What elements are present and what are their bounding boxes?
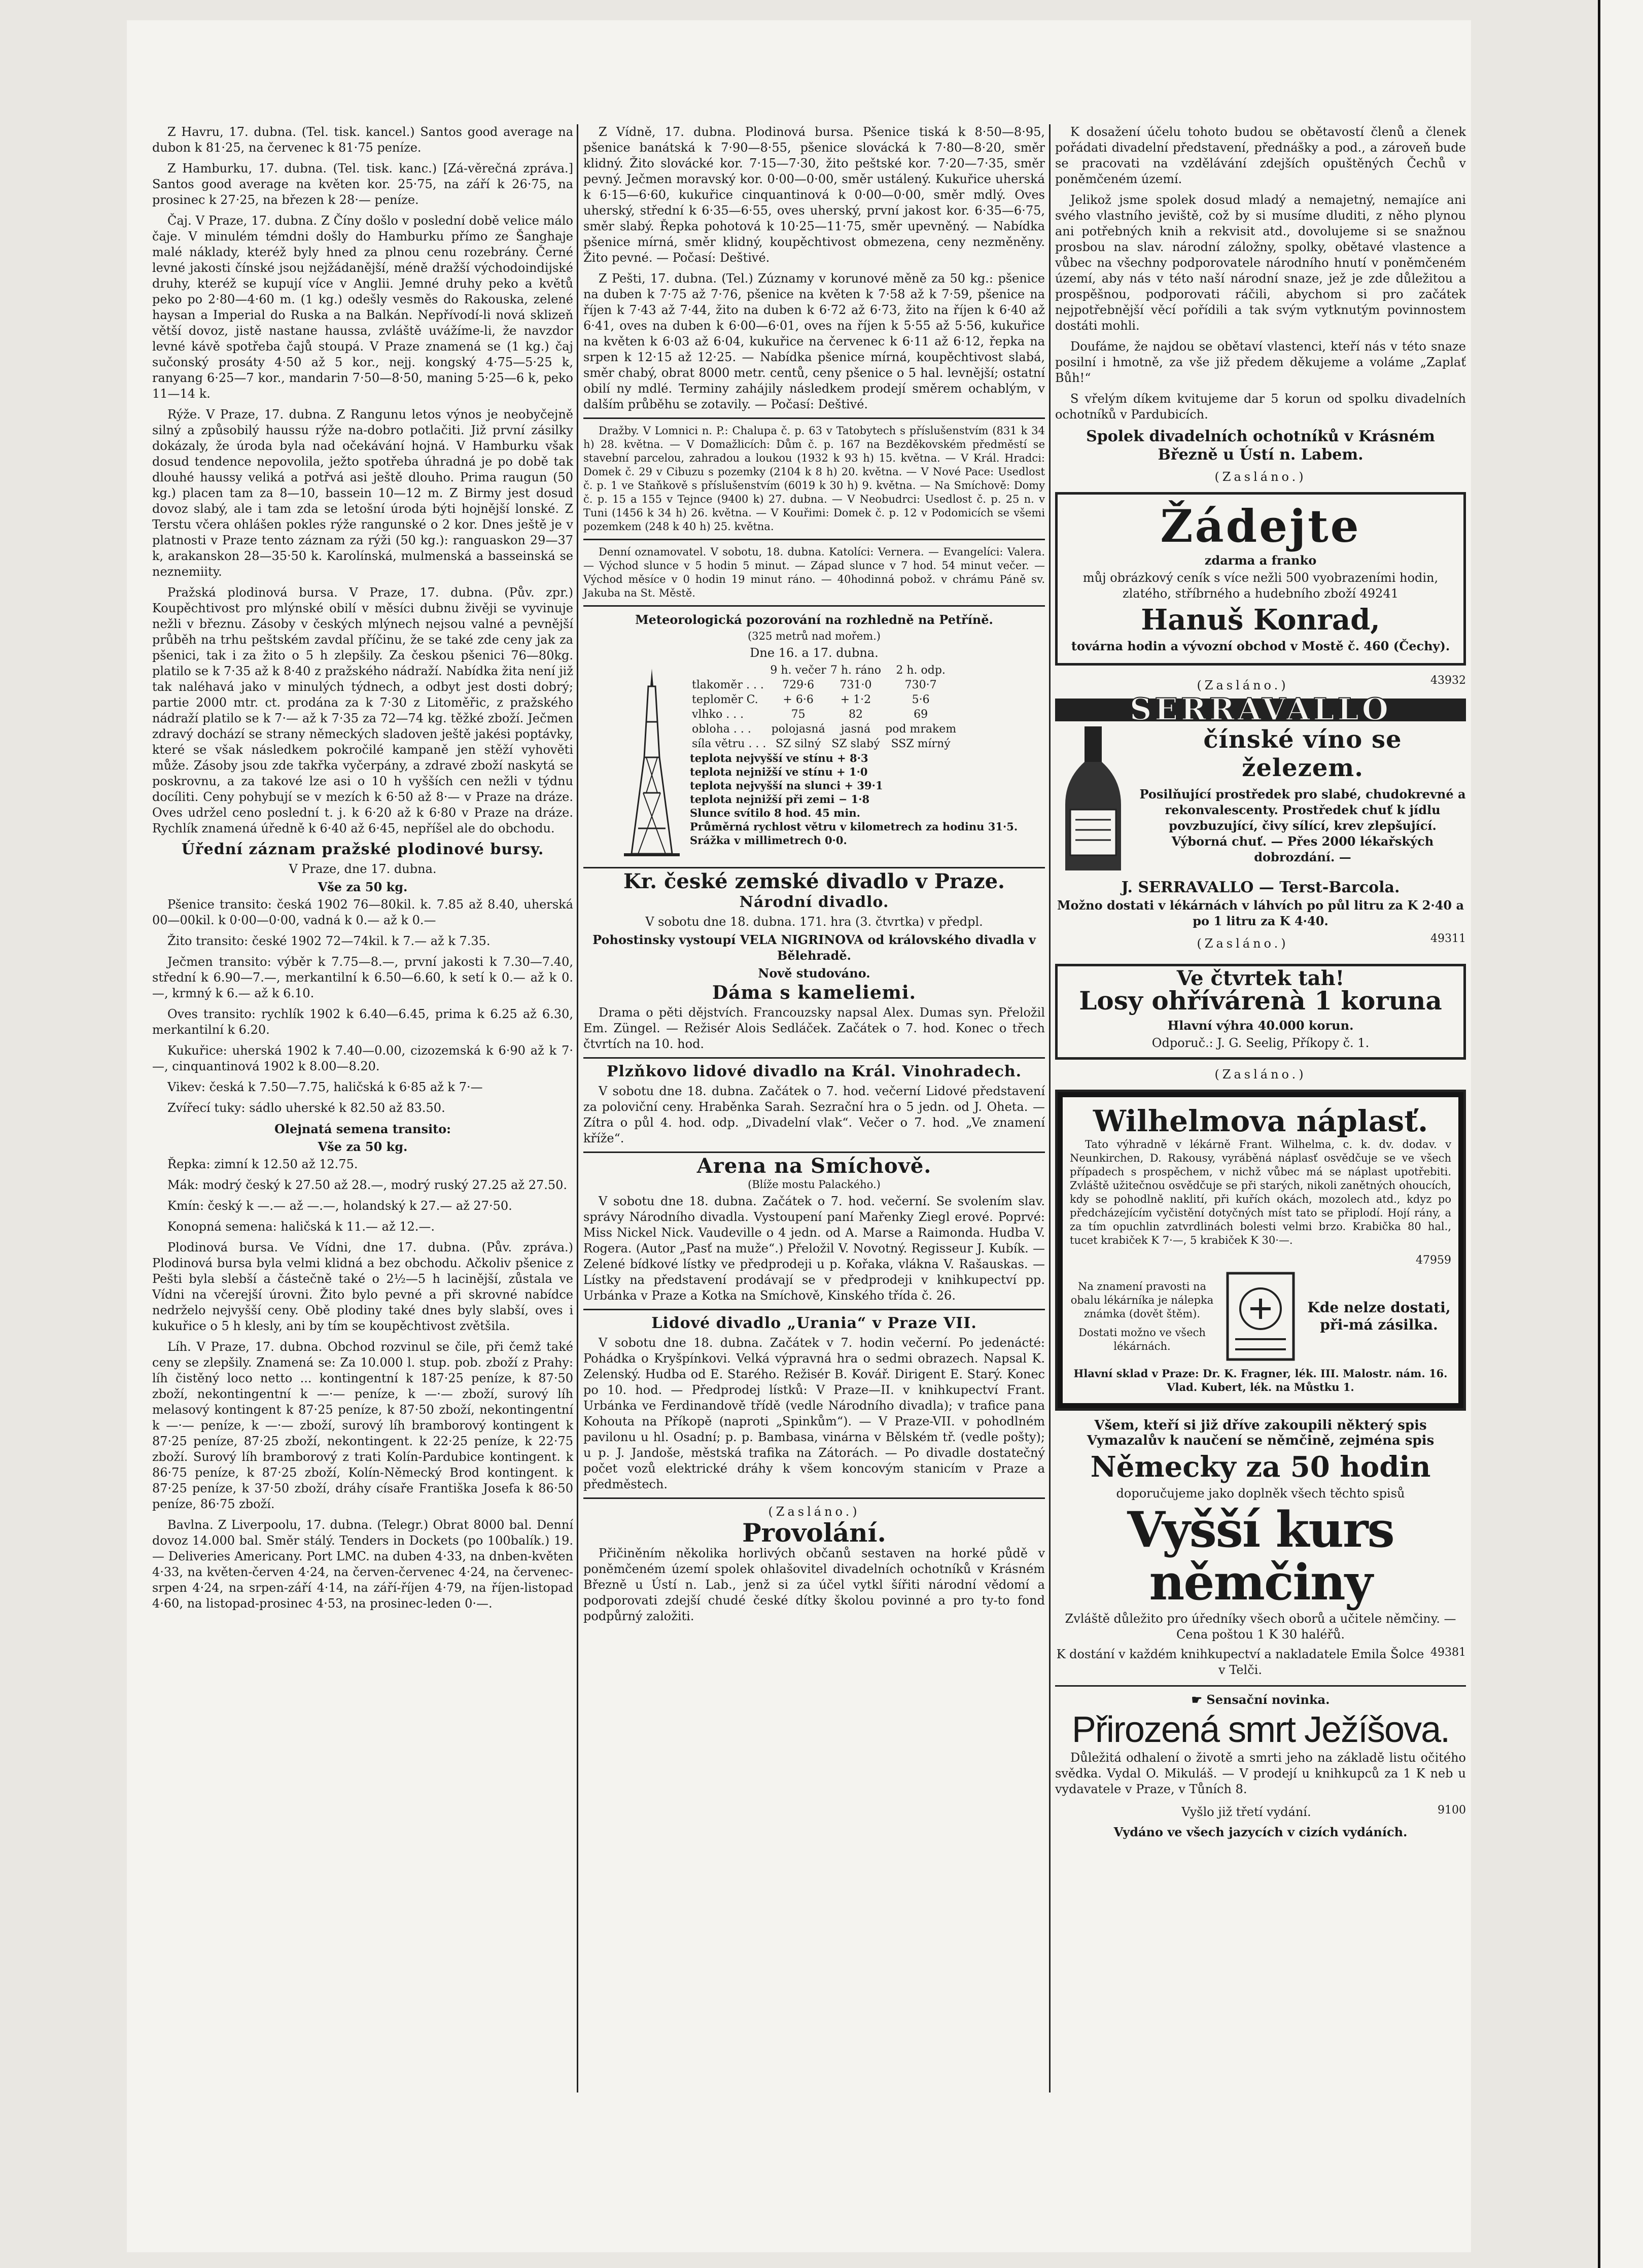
proclamation-cont-3: Doufáme, že najdou se obětaví vlastenci, kteří nás v této snaze posilní i hmotně, za vše již předem děkujeme a voláme „Zaplať Bůh!“ [1055, 339, 1466, 385]
listing-fats: Zvířecí tuky: sádlo uherské k 82.50 až 83.50. [167, 1101, 445, 1115]
meteo-value: 82 [848, 708, 863, 721]
meteo-value: SSZ mírný [891, 738, 951, 750]
wine-bottle-icon [1055, 723, 1131, 876]
divider [583, 605, 1045, 607]
meteo-col-afternoon: 2 h. odp. [896, 664, 946, 677]
wilhelm-depot: Hlavní sklad v Praze: Dr. K. Fragner, lék. III. Malostr. nám. 16. Vlad. Kubert, lék. na Můstku 1. [1073, 1367, 1448, 1393]
natural-death-edition: Vyšlo již třetí vydání. [1181, 1805, 1311, 1819]
zaslano-label: (Zasláno.) [768, 1505, 860, 1519]
meteo-value: 729·6 [782, 679, 815, 691]
column-ads [1055, 124, 1466, 1842]
meteo-value: 731·0 [840, 679, 872, 691]
urania-details: V sobotu dne 18. dubna. Začátek v 7. hodin večerní. Po jedenácté: Pohádka o Kryšpínkovi. Velká výpravná hra o sedmi obrazech. Napsal K. Zelenský. Hudba od E. Starého. Režisér B. Kovář. Dirigent E. Starý. Konec po 10. hod. — Předprodej lístků: V Praze—II. v knihkupectví Frant. Urbánka ve Ferdinandově třídě (vedle Národního divadla); v trafice pana Kohouta na Příkopě (naproti „Spinkům“). — V Praze-VII. v pohodlném pavilonu u hl. Osadní; p. p. Bambasa, vinárna v Bělském tř. (vedle pošty); u p. J. Jandoše, městská trafika na Zátorách. — Po divadle dostatečný počet vozů elektrické dráhy k všem koncovým stanicím v Praze a předměstech. [583, 1336, 1045, 1491]
listing-vetch: Vikev: česká k 7.50—7.75, haličská k 6·85 až k 7·— [167, 1080, 483, 1094]
arena-location: (Blíže mostu Palackého.) [748, 1178, 881, 1191]
proclamation-text: Přičiněním několika horlivých občanů sestaven na horké půdě v poněmčeném území spolek ohlašovitel divadelních ochotníků v Krásném Březně u Ústí n. Lab., jenž si za účel vytkl šířiti národní vědomí a podporovati zdejší chudé české dítky školou povinné a pro ty-to fond podpůrný založiti. [583, 1546, 1045, 1623]
zaslano-label: (Zasláno.) [1197, 678, 1289, 692]
meteo-value: 69 [914, 708, 928, 721]
ad-number: 49311 [1430, 932, 1466, 945]
meteo-max-sun: teplota nejvyšší na slunci + 39·1 [690, 779, 883, 792]
next-page-edge [1598, 0, 1643, 2268]
listing-unit: Vše za 50 kg. [318, 880, 408, 894]
meteo-row [690, 707, 958, 722]
zaslano-row [1055, 931, 1466, 957]
german-books-intro: Všem, kteří si již dříve zakoupili některý spis Vymazalův k naučení se němčině, zejména spis [1087, 1418, 1435, 1448]
wilhelm-availability: Dostati možno ve všech lékárnách. [1078, 1326, 1206, 1352]
serravallo-buy: Možno dostati v lékárnách v láhvích po půl litru za K 2·40 a po 1 litru za K 4·40. [1057, 898, 1464, 928]
ad-serravallo [1055, 692, 1466, 929]
column-rule-2 [1049, 124, 1051, 2092]
listing-rye: Žito transito: české 1902 72—74kil. k 7.— až k 7.35. [167, 934, 491, 948]
plzenek-details: V sobotu dne 18. dubna. Začátek o 7. hod. večerní Lidové představení za poloviční ceny. Hraběnka Sarah. Sezrační hra o 5 jedn. od J. Oheta. — Zítra o půl 4. hod. odp. „Divadelní vlak“. Večer o 7. hod. „Ve znamení kříže“. [583, 1084, 1045, 1145]
nt-new: Nově studováno. [758, 966, 870, 981]
german-course-row [1055, 1645, 1466, 1680]
serravallo-title: SERRAVALLO [1055, 699, 1466, 721]
havre-report: Z Havru, 17. dubna. (Tel. tisk. kancel.) Santos good average na dubon k 81·25, na červenec k 81·75 peníze. [152, 125, 573, 155]
zaslano-label: (Zasláno.) [1214, 1067, 1307, 1081]
meteo-row [690, 678, 958, 692]
listing-caraway: Kmín: český k —.— až —.—, holandský k 27.— až 27·50. [167, 1199, 512, 1213]
lottery-tickets: Losy ohřívárenà 1 koruna [1079, 986, 1442, 1016]
ad-konrad-headline: Žádejte [1160, 500, 1361, 552]
meteo-label: tlakoměr . . . [692, 679, 764, 691]
lottery-draw: Ve čtvrtek tah! [1176, 966, 1345, 990]
meteo-sunshine: Slunce svítilo 8 hod. 45 min. [690, 807, 860, 819]
ad-number: 9100 [1438, 1804, 1466, 1817]
german-50-hours: Německy za 50 hodin [1090, 1450, 1431, 1484]
listing-wheat: Pšenice transito: česká 1902 76—80kil. k. 7.85 až 8.40, uherská 00—00kil. k 0·00—0·00, vadná k 0.— až k 0.— [152, 897, 573, 927]
spirits-report: Líh. V Praze, 17. dubna. Obchod rozvinul se čile, při čemž také ceny se zlepšily. Znamená se: Za 10.000 l. stup. pob. zboží z Prahy: líh čistěný loco netto ... kontingentní k 187·25 peníze, k 87·50 zboží, nekontingentní k —·— peníze, k —·— zboží, surový líh melasový kontingent k 87·25 peníze, k 87·50 zboží, nekontingentní k —·— peníze, k —·— zboží, surový líh bramborový kontingent k 87·25 peníze, 87·25 zboží, nekontingent. k 22·25 peníze, k 22·75 zboží. Surový líh bramborový z trati Kolín-Pardubice kontingent. k 86·75 peníze, k 87·25 zboží, Kolín-Německý Brod kontingent. k 87·25 peníze, k 37·50 zboží, dráhy císaře Františka Josefa k 86·50 peníze, 86·75 zboží. [152, 1340, 573, 1511]
natural-death-text: Důležitá odhalení o životě a smrti jeho na základě listu očitého svědka. Vydal O. Mikuláš. — V prodejí u knihkupců za 1 K neb u vydavatele v Praze, v Tůních 8. [1055, 1751, 1466, 1796]
ad-konrad-sub: zdarma a franko [1204, 553, 1317, 568]
meteo-precipitation: Srážka v millimetrech 0·0. [690, 834, 847, 847]
meteo-min-ground: teplota nejnižší při zemi − 1·8 [690, 793, 870, 806]
ad-number: 43932 [1430, 674, 1466, 687]
nt-play-details: Drama o pěti dějstvích. Francouzsky napsal Alex. Dumas syn. Přeložil Em. Züngel. — Režisér Alois Sedláček. Začátek o 7. hod. Konec o třech čtvrtích na 10. hod. [583, 1005, 1045, 1051]
arena-details: V sobotu dne 18. dubna. Začátek o 7. hod. večerní. Se svolením slav. správy Národního divadla. Vystoupení paní Mařenky Ziegl erové. Poprvé: Miss Nickel Nick. Vaudeville o 4 jedn. od A. Marse a Raimonda. Hudba V. Rogera. (Autor „Pasť na muže“.) Přeložil V. Novotný. Regisseur J. Kubík. — Zelené bídkové lístky ve předprodeji u p. Kořaka, vlákna V. Rašauskas. — Lístky na představení prodávají se v předprodeji v knihkupectví pp. Urbánka v Praze a Kotka na Smíchově, Kinského třída č. 26. [583, 1194, 1045, 1303]
proclamation-cont-4: S vřelým díkem kvitujeme dar 5 korun od spolku divadelních ochotníků v Pardubicích. [1055, 392, 1466, 422]
divider [583, 1497, 1045, 1499]
proclamation-cont-2: Jelikož jsme spolek dosud mladý a nemajetný, nemajíce ani svého vlastního jeviště, což by si musíme dluditi, z něho plynou ani potřebných knih a rekvisit atd., dovolujeme si se snažnou prosbou na slav. národní záložny, spolky, obětavé vlastence a vůbec na všechny podporovatele národního hnutí v poněmčeném území, aby nás v této naší národní snaze, jež je zde důležitou a prospěšnou, podporovati ráčili, abychom si pro začátek nejpotřebnější věcí pořídili a tak svým vytknutým povinnostem dostáti mohli. [1055, 193, 1466, 333]
divider [583, 539, 1045, 540]
tea-report: Čaj. V Praze, 17. dubna. Z Číny došlo v poslední době velice málo čaje. V minulém témdni došly do Hamburku přímo ze Šanghaje malé náklady, kteréž byly hned za plnou cenu rozebrány. Černé levné jakosti čínské jsou nejžádanější, méně dražší východoindijské druhy, kteréž se kupují více v Anglii. Jemné druhy peko a květů peko po 2·80—4·60 m. (1 kg.) odešly vesměs do Rakouska, zelené haysan a Imperial do Ruska a na Balkán. Nepřívodí-li nová sklizeň větší dovoz, jistě nastane haussa, zvláště uvážíme-li, že navzdor levné kávě spotřeba čajů stoupá. V Praze znamená se (1 kg.) čaj sučonský prosáty 4·50 až 5 kor., nejj. kongský 4·75—5·25 k, ranyang 6·25—7 kor., mandarin 7·50—8·50, maning 5·25—6 k, peko 11—14 k. [152, 214, 573, 401]
meteo-table [690, 663, 958, 751]
meteo-value: 5·6 [912, 693, 930, 706]
divider [583, 1152, 1045, 1153]
ad-konrad-text: můj obrázkový ceník s více nežli 500 vyobrazeními hodin, zlatého, stříbrného a hudebního zboží 49241 [1082, 571, 1439, 601]
lottery-vendor: Odporuč.: J. G. Seelig, Příkopy č. 1. [1151, 1036, 1370, 1050]
wilhelm-info-left [1070, 1280, 1214, 1353]
zaslano-label: (Zasláno.) [1197, 936, 1289, 951]
meteo-row [690, 737, 958, 751]
wilhelm-mark-note: Na znamení pravosti na obalu lékárníka je nálepka známka (dovět štěm). [1070, 1280, 1214, 1320]
natural-death-title: Přirozená smrt Ježíšova. [1071, 1709, 1450, 1750]
zaslano-label: (Zasláno.) [1214, 470, 1307, 484]
wilhelm-title: Wilhelmova náplasť. [1093, 1104, 1428, 1138]
listing-poppy: Mák: modrý český k 27.50 až 28.—, modrý ruský 27.25 až 27.50. [167, 1178, 568, 1192]
listing-barley: Ječmen transito: výběr k 7.75—8.—, první jakosti k 7.30—7.40, střední k 6.90—7.—, merkantilní k 6.50—6.60, k setí k 0.— až k 0.—, krmný k 6.— až k 6.10. [152, 955, 573, 1000]
divider [583, 417, 1045, 419]
ad-wilhelm-plaster [1055, 1090, 1466, 1411]
hamburg-report: Z Hamburku, 17. dubna. (Tel. tisk. kanc.) [Zá-věrečná zpráva.] Santos good average na květen kor. 25·75, na září k 26·75, na prosinec k 27·25, na březen k 28·— peníze. [152, 161, 573, 207]
german-course-note: Zvláště důležito pro úředníky všech oborů a učitele němčiny. — Cena poštou 1 K 30 haléřů. [1065, 1612, 1456, 1642]
national-theatre: Národní divadlo. [739, 893, 889, 911]
wilhelm-text: Tato výhradně v lékárně Frant. Wilhelma, c. k. dv. dodav. v Neunkirchen, D. Rakousy, vyráběná náplasť osvědčuje se ve všech případech s prospěchem, v nichž vůbec má se náplast upotřebiti. Zvláště užitečnou osvědčuje se při starých, nikoli zanětných ohoucích, kdy se pohodlně naklití, při kuřích okách, mozolech atd., kdyz po předcházejícím vyčistění dotyčných míst tato se připlodí. Hojí rány, a za tím opuchlin zatvrdlinách bolesti velmi brzo. Krabička 80 hal., tucet krabiček K 7·—, 5 krabiček K 30·—. [1070, 1138, 1451, 1246]
daily-notices: Denní oznamovatel. V sobotu, 18. dubna. Katolíci: Vernera. — Evangelíci: Valera. — Východ slunce v 5 hodin 5 minut. — Západ slunce v 7 hod. 54 minut večer. — Východ měsíce v 0 hodin 19 minut ráno. — 40hodinná pobož. v chrámu Páně sv. Jakuba na St. Městě. [583, 546, 1045, 599]
german-course-publisher: K dostání v každém knihkupectví a nakladatele Emila Šolce v Telči. [1056, 1647, 1424, 1677]
meteo-value: + 1·2 [840, 693, 871, 706]
meteo-label: vlhko . . . [692, 708, 744, 721]
urania-theatre: Lidové divadlo „Urania“ v Praze VII. [651, 1314, 977, 1332]
nt-schedule: V sobotu dne 18. dubna. 171. hra (3. čtvrtka) v předpl. [645, 915, 983, 929]
sensational-news [1055, 1692, 1466, 1707]
column-market-reports [152, 124, 573, 1617]
official-listing-heading: Úřední záznam pražské plodinové bursy. [181, 841, 544, 858]
vienna-report: Z Vídně, 17. dubna. Plodinová bursa. Pšenice tiská k 8·50—8·95, pšenice banátská k 7·90—8·55, pšenice slovácká k 7·80—8·20, směr klidný. Žito slovácké kor. 7·15—7·30, žito peštské kor. 7·20—7·35, směr pevný. Ječmen moravský kor. 0·00—0·00, směr ustálený. Kukuřice uherská k 6·15—6·60, kukuřice cinquantinová k 0·00—0·00, směr mdlý. Oves uherský, střední k 6·35—6·55, oves uherský, první jakost kor. 6·35—6·75, směr slabý. Řepka pohotová k 10·25—11·75, směr upevněný. — Nabídka pšenice mírná, směr klidný, koupěchtivost obmezena, ceny nezměněny. Žito pevné. — Počasí: Deštivé. [583, 125, 1045, 265]
vienna-exchange-report: Plodinová bursa. Ve Vídni, dne 17. dubna. (Pův. zpráva.) Plodinová bursa byla velmi klidná a bez obchodu. Ačkoliv pšenice z Pešti byla slebší a částečně také o 2½—5 h lacinější, zůstala ve Vídni na včerejší úrovni. Žito bylo pevné a při skrovné nabídce nedrželo nejvyšší ceny. Obě plodiny také dnes byly slabší, oves i kukuřice o 5 h klesly, ani by tím se koupěchtivost zvětšila. [152, 1240, 573, 1333]
ad-hanus-konrad [1055, 492, 1466, 666]
ad-lottery [1055, 964, 1466, 1060]
divider [583, 1309, 1045, 1310]
serravallo-sub: čínské víno se železem. [1203, 725, 1402, 782]
listing-hemp: Konopná semena: haličská k 11.— až 12.—. [167, 1219, 435, 1234]
meteo-row [690, 722, 958, 737]
column-news-theatre [583, 124, 1045, 1629]
wilhelm-shipping: Kde nelze dostati, při-má zásilka. [1307, 1299, 1451, 1333]
proclamation-cont-1: K dosažení účelu tohoto budou se obětavostí členů a členek pořádati divadelní představení, přednášky a pod., a zároveň bude se pracovati na vzdělávání zdejších opuštěných Čechů v poněmčeném území. [1055, 125, 1466, 186]
meteo-label: obloha . . . [692, 723, 751, 736]
meteo-col-evening: 9 h. večer [770, 664, 826, 677]
meteo-value: pod mrakem [885, 723, 957, 736]
pest-report: Z Pešti, 17. dubna. (Tel.) Zúznamy v korunové měně za 50 kg.: pšenice na duben k 7·75 až 7·76, pšenice na květen k 7·58 až k 7·59, pšenice na říjen k 7·43 až 7·44, žito na duben k 6·72 až 6·73, žito na říjen k 6·40 až 6·41, oves na duben k 6·00—6·01, oves na říjen k 5·55 až 5·56, kukuřice na květen k 6·03 až 6·04, kukuřice na červenec k 6·11 až 6·12, řepka na srpen k 12·15 až 12·25. — Nabídka pšenice mírná, koupěchtivost slabá, směr chabý, obrat 8000 metr. centů, ceny pšenice o 5 hal. levnější; ostatní obilí ny mdlé. Terminy zahájily následkem prodejí směrem ochablým, v dalším průběhu se zotavily. — Počasí: Deštivé. [583, 271, 1045, 411]
rice-report: Rýže. V Praze, 17. dubna. Z Rangunu letos výnos je neobyčejně silný a způsobilý haussu rýže na-dobro potlačiti. Již první zásilky dokázaly, že úroda byla nad očekávání hojná. V Hamburku však dosud tendence nepovolila, ježto spotřeba úhradná je po době tak dlouhé haussy veliká a potřvá asi ještě dlouho. Prima raugun (50 kg.) placen tam za 8—10, bassein 10—12 m. Z Birmy jest dosud dovoz slabý, ale i tam zda se letošní úroda býti hojnější lonské. Z Terstu včera ohlášen pokles rýže rangunské o 2 kor. Dnes ještě je v platnosti v Praze tento záznam za rýži (50 kg.): ranguaskon 29—37 k, arakanskon 28—35·50 k. Karolínská, mulmenská a basseinská se neznemiity. [152, 407, 573, 579]
nt-play-title: Dáma s kameliemi. [712, 982, 917, 1003]
german-recommend: doporučujeme jako doplněk všech těchto spisů [1116, 1486, 1405, 1501]
meteo-value: 75 [791, 708, 806, 721]
meteo-value: + 6·6 [783, 693, 814, 706]
auctions-notice: Dražby. V Lomnici n. P.: Chalupa č. p. 63 v Tatobytech s příslušenstvím (831 k 34 h) 28. května. — V Domažlicích: Dům č. p. 167 na Bezděkovském předměstí se stavební parcelou, zahradou a loukou (1932 k 93 h) 15. května. — V Král. Hradci: Domek č. 29 v Cibuzu s pozemky (2104 k 8 h) 20. května. — V Nové Pace: Usedlost č. p. 1 ve Staňkově s příslušenstvím (6019 k 30 h) 9. května. — Na Smíchově: Domy č. p. 15 a 155 v Tejnce (9400 k) 27. dubna. — V Neobudrci: Usedlost č. p. 25 n. v Tuni (1456 k 34 h) 26. května. — V Kouřimi: Domek č. p. 12 v Podomicích se všemi pozemkem (248 k 40 h) 25. května. [583, 425, 1045, 533]
meteo-value: SZ silný [775, 738, 821, 750]
listing-rapeseed: Řepka: zimní k 12.50 až 12.75. [167, 1157, 358, 1171]
divider [583, 1057, 1045, 1059]
meteo-label: síla větru . . . [692, 738, 766, 750]
arena-smichov: Arena na Smíchově. [696, 1154, 932, 1178]
nt-guest: Pohostinsky vystoupí VELA NIGRINOVA od královského divadla v Bělehradě. [592, 932, 1036, 963]
listing-corn: Kukuřice: uherská 1902 k 7.40—0.00, cizozemská k 6·90 až k 7·—, cinquantinová 1902 k 8.00—8.20. [152, 1043, 573, 1073]
divider [1055, 1685, 1466, 1687]
petrin-tower-icon [624, 666, 680, 859]
meteo-title: Meteorologická pozorování na rozhledně na Petříně. [635, 612, 993, 627]
meteo-col-morning: 7 h. ráno [830, 664, 882, 677]
meteo-min-shade: teplota nejnižší ve stínu + 1·0 [690, 765, 868, 778]
wilhelm-info-row [1070, 1268, 1451, 1365]
society-signature: Spolek divadelních ochotníků v Krásném Březně u Ústí n. Labem. [1086, 428, 1435, 464]
lottery-prize: Hlavní výhra 40.000 korun. [1167, 1018, 1354, 1033]
meteo-wind-speed: Průměrná rychlost větru v kilometrech za hodinu 31·5. [690, 820, 1018, 833]
sensational-label: Sensační novinka. [1206, 1692, 1330, 1707]
plaster-package-icon [1222, 1268, 1299, 1365]
higher-german-course: Vyšší kurs němčiny [1127, 1501, 1394, 1611]
meteo-max-shade: teplota nejvyšší ve stínu + 8·3 [690, 752, 868, 764]
oilseed-unit: Vše za 50 kg. [318, 1139, 408, 1154]
pointing-hand-icon: ☛ [1191, 1692, 1207, 1707]
wilhelm-number: 47959 [1416, 1254, 1451, 1267]
meteo-altitude: (325 metrů nad mořem.) [748, 630, 881, 642]
serravallo-text: Posilňující prostředek pro slabé, chudokrevné a rekonvalescenty. Prostředek chuť k jídlu povzbuzující, čivy sílící, krev zlepšující. Výborná chuť. — Přes 2000 lékařských dobrozdání. — [1139, 787, 1466, 864]
cotton-report: Bavlna. Z Liverpoolu, 17. dubna. (Telegr.) Obrat 8000 bal. Denní dovoz 14.000 bal. Směr stálý. Tenders in Dockets (po 100balík.) 19. — Deliveries Americany. Port LMC. na duben 4·33, na dnben-květen 4·33, na květen-červen 4·24, na červen-červenec 4·24, na červenec-srpen 4·24, na srpen-září 4·14, na září-říjen 4·79, na říjen-listopad 4·60, na listopad-prosinec 4·53, na prosinec-leden 0·—. [152, 1518, 573, 1611]
ad-konrad-name: Hanuš Konrad, [1141, 603, 1380, 637]
ad-number: 49381 [1430, 1646, 1466, 1659]
listing-date: V Praze, dne 17. dubna. [289, 862, 437, 876]
plzenek-theatre: Plzňkovo lidové divadlo na Král. Vinohradech. [606, 1063, 1022, 1080]
oilseed-heading: Olejnatá semena transito: [274, 1122, 451, 1136]
theatre-title: Kr. české zemské divadlo v Praze. [623, 869, 1005, 893]
meteo-date: Dne 16. a 17. dubna. [750, 646, 879, 660]
wilhelm-inner [1063, 1097, 1458, 1403]
natural-death-languages: Vydáno ve všech jazycích v cizích vydáních. [1113, 1825, 1408, 1839]
meteo-value: 730·7 [904, 679, 937, 691]
meteo-value: SZ slabý [831, 738, 880, 750]
column-rule-1 [577, 124, 578, 2092]
listing-oats: Oves transito: rychlík 1902 k 6.40—6.45, prima k 6.25 až 6.30, merkantilní k 6.20. [152, 1007, 573, 1037]
ad-konrad-firm: továrna hodin a vývozní obchod v Mostě č. 460 (Čechy). [1071, 639, 1450, 653]
serravallo-firm: J. SERRAVALLO — Terst-Barcola. [1121, 879, 1400, 896]
meteo-label: teploměr C. [692, 693, 758, 706]
proclamation-title: Provolání. [742, 1518, 886, 1548]
meteo-value: jasná [841, 723, 871, 736]
natural-death-row [1055, 1802, 1466, 1822]
meteo-value: polojasná [771, 723, 825, 736]
prague-commodity-exchange: Pražská plodinová bursa. V Praze, 17. dubna. (Pův. zpr.) Koupěchtivost pro mlýnské obilí v měsíci dubnu živěji se vyvinuje nežli v březnu. Zásoby v českých mlýnech nejsou valné a pevnější průběh na trhu peštském zavdal příčinu, že se také zde ceny jak za pšenici, tak i za žito o 5 h zlepšily. Za českou pšenici 76—80kg. platilo se k 7·35 až k 8·40 z pražského nádraží. Nabídka žita není již tak naléhavá jako v minulých týdnech, a odbyt jest dosti dobrý; partie 2000 mtr. ct. prodána za k 7·30 z Litoměřic, z pražského nádraží platilo se k 7·— až k 7·35 za 72—74 kg. těžké zboží. Ječmen zdravý dochází se strany německých sladoven ještě jakési poptávky, které se však následkem pokročilé kampaně jen stěží vyhověti může. Zásoby jsou zde takřka vyčerpány, a zdravé zboží naskytá se poskrovnu, a za takové lze asi o 10 h vyšších cen nežli v týdnu docíliti. Ceny pohybují se v mezích k 6·50 až 8·— v Praze na dráze. Oves udržel ceno poslední t. j. k 6·20 až k 6·80 v Praze na dráze. Rychlík znamená úředně k 6·40 až 6·45, nepříšel ale do obchodu. [152, 585, 573, 835]
meteo-row [690, 692, 958, 707]
divider [583, 867, 1045, 868]
